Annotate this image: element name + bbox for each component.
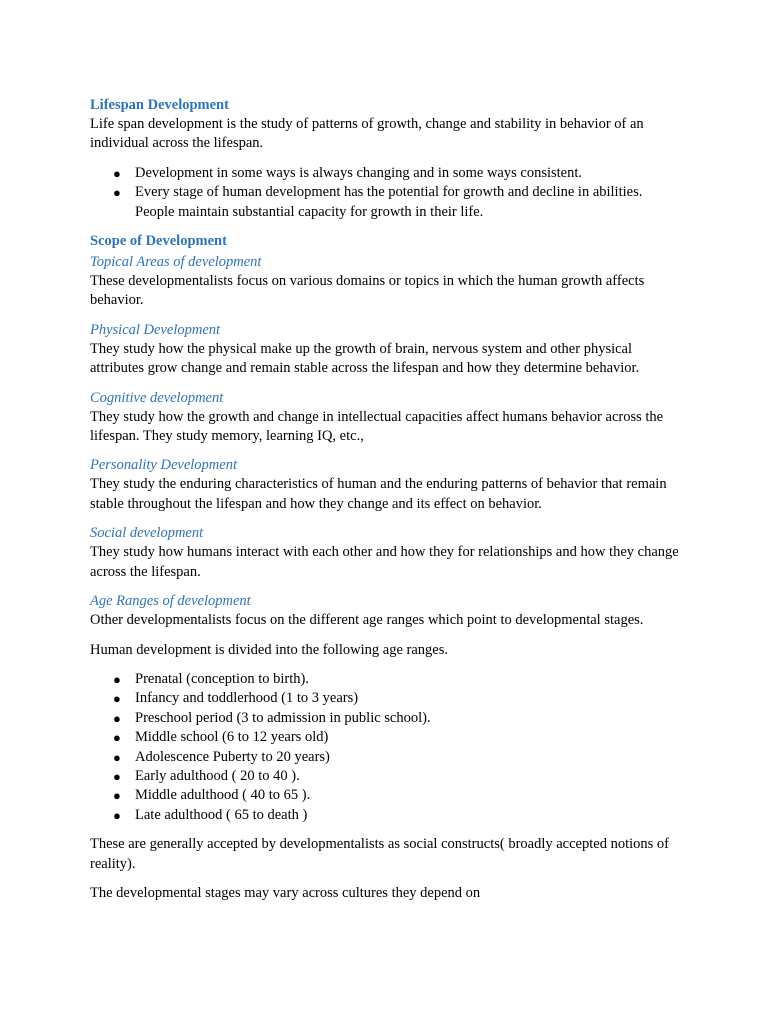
age-ranges-list xyxy=(90,670,682,825)
bullet-icon: ● xyxy=(113,671,121,687)
intro-bullet-list xyxy=(90,164,682,222)
topical-paragraph: These developmentalists focus on various domains or topics in which the human growth affects behavior. xyxy=(90,273,645,309)
bullet-icon: ● xyxy=(113,730,121,746)
bullet-icon: ● xyxy=(113,185,121,201)
list-item xyxy=(90,164,682,183)
bullet-icon: ● xyxy=(113,788,121,804)
list-item-text: Late adulthood ( 65 to death ) xyxy=(135,806,308,823)
subheading-social-development: Social development xyxy=(90,525,204,542)
list-item xyxy=(90,806,682,825)
list-item-text: Preschool period (3 to admission in public school). xyxy=(135,709,431,726)
heading-scope-of-development: Scope of Development xyxy=(90,233,227,250)
list-item xyxy=(90,709,682,728)
list-item-text: Every stage of human development has the potential for growth and decline in abilities. People maintain substantial capacity for growth in their life. xyxy=(135,184,643,220)
list-item xyxy=(90,728,682,747)
list-item xyxy=(90,748,682,767)
list-item xyxy=(90,767,682,786)
list-item xyxy=(90,670,682,689)
bullet-icon: ● xyxy=(113,749,121,765)
list-item-text: Infancy and toddlerhood (1 to 3 years) xyxy=(135,690,359,707)
subheading-age-ranges: Age Ranges of development xyxy=(90,593,251,610)
bullet-icon: ● xyxy=(113,807,121,823)
list-item xyxy=(90,786,682,805)
list-item-text: Early adulthood ( 20 to 40 ). xyxy=(135,767,300,784)
list-item-text: Adolescence Puberty to 20 years) xyxy=(135,748,330,765)
list-item-text: Middle school (6 to 12 years old) xyxy=(135,729,329,746)
physical-paragraph: They study how the physical make up the growth of brain, nervous system and other physical attributes grow change and remain stable across the lifespan and how they determine behavior. xyxy=(90,340,640,377)
social-paragraph: They study how humans interact with each other and how they for relationships and how they change across the lifespan. xyxy=(90,544,679,580)
heading-lifespan-development: Lifespan Development xyxy=(90,97,229,113)
subheading-physical-development: Physical Development xyxy=(90,321,221,338)
cultures-paragraph: The developmental stages may vary across cultures they depend on xyxy=(90,884,481,901)
list-item xyxy=(90,689,682,708)
age-ranges-paragraph: Other developmentalists focus on the different age ranges which point to developmental stages. xyxy=(90,612,644,629)
intro-paragraph: Life span development is the study of patterns of growth, change and stability in behavior of an individual across the lifespan. xyxy=(90,116,644,152)
subheading-personality-development: Personality Development xyxy=(90,457,237,474)
list-item-text: Middle adulthood ( 40 to 65 ). xyxy=(135,787,311,804)
bullet-icon: ● xyxy=(113,691,121,707)
bullet-icon: ● xyxy=(113,710,121,726)
list-item xyxy=(90,183,682,222)
bullet-icon: ● xyxy=(113,165,121,181)
age-ranges-intro: Human development is divided into the following age ranges. xyxy=(90,641,448,658)
subheading-cognitive-development: Cognitive development xyxy=(90,389,224,406)
list-item-text: Prenatal (conception to birth). xyxy=(135,670,309,687)
subheading-topical-areas: Topical Areas of development xyxy=(90,254,262,271)
personality-paragraph: They study the enduring characteristics of human and the enduring patterns of behavior that remain stable throughout the lifespan and how they change and its effect on behavior. xyxy=(90,476,667,512)
bullet-icon: ● xyxy=(113,768,121,784)
list-item-text: Development in some ways is always changing and in some ways consistent. xyxy=(135,164,583,181)
social-constructs-paragraph: These are generally accepted by developmentalists as social constructs( broadly accepted notions of reality). xyxy=(90,836,669,872)
cognitive-paragraph: They study how the growth and change in intellectual capacities affect humans behavior across the lifespan. They study memory, learning IQ, etc., xyxy=(90,408,664,445)
